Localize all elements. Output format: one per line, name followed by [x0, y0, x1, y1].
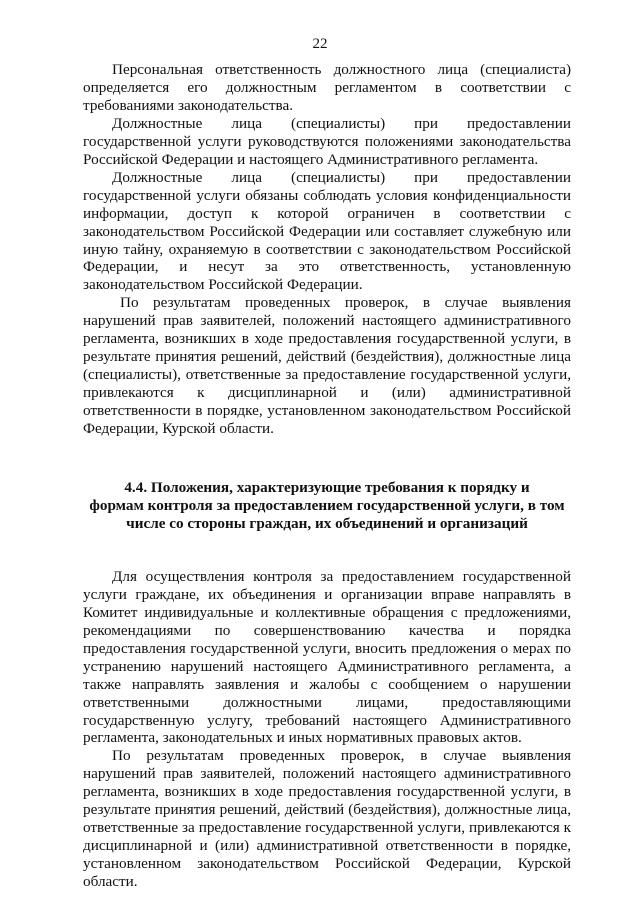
paragraph [83, 294, 571, 438]
paragraph-line: ответственности в порядке, установленном законодательством Российской [83, 402, 571, 420]
paragraph-line: рекомендациями по совершенствованию качества и порядка [83, 621, 571, 639]
paragraph-line: дисциплинарной и (или) административной ответственности в порядке, [83, 837, 571, 855]
paragraph-line: Должностные лица (специалисты) при предоставлении [112, 168, 571, 186]
paragraph-line: информации, доступ к которой ограничен в соответствии с [83, 204, 571, 222]
paragraph-line: государственной услуги обязаны соблюдать условия конфиденциальности [83, 186, 571, 204]
paragraph [83, 568, 571, 748]
paragraph-line: регламента, законодательных и иных нормативных правовых актов. [83, 729, 522, 747]
heading-line: формам контроля за предоставлением государственной услуги, в том [89, 496, 565, 514]
paragraph-line: иную тайну, охраняемую в соответствии с законодательством Российской [83, 240, 571, 258]
paragraph-line: также направлять заявления и жалобы с сообщением о нарушении [83, 675, 571, 693]
document-body [83, 61, 571, 891]
paragraph-line: государственной услуги руководствуются положениями законодательства [83, 132, 571, 150]
paragraph-line: области. [83, 873, 138, 891]
paragraph-line: нарушений прав заявителей, положений настоящего административного [83, 312, 571, 330]
section-heading [83, 479, 571, 533]
paragraph-line: Российской Федерации и настоящего Административного регламента. [83, 150, 539, 168]
paragraph-line: (специалисты), ответственные за предоставление государственной услуги, [83, 366, 571, 384]
paragraph-line: определяется его должностным регламентом в соответствии с [83, 78, 571, 96]
paragraph-line: законодательством Российской Федерации. [83, 276, 363, 294]
paragraph-line: регламента, возникших в ходе предоставления государственной услуги, в [83, 330, 571, 348]
paragraph-line: регламента, возникших в ходе предоставления государственной услуги, в [83, 783, 571, 801]
paragraph-line: ответственными должностными лицами, предоставляющими [83, 693, 571, 711]
page-number: 22 [312, 36, 328, 52]
paragraph [83, 115, 571, 169]
paragraph-line: Для осуществления контроля за предоставлением государственной [112, 567, 571, 585]
paragraph-line: привлекаются к дисциплинарной и (или) административной [83, 384, 571, 402]
paragraph-line: ответственные за предоставление государственной услуги, привлекаются к [83, 819, 571, 837]
paragraph [83, 747, 571, 891]
section-public-control [83, 568, 571, 891]
paragraph-line: Комитет индивидуальные и коллективные обращения с предложениями, [83, 603, 571, 621]
paragraph-line: требованиями законодательства. [83, 96, 294, 114]
paragraph-line: устранению нарушений настоящего Административного регламента, а [83, 657, 571, 675]
paragraph-line: законодательством Российской Федерации или составляет служебную или [83, 222, 571, 240]
heading-line: числе со стороны граждан, их объединений и организаций [126, 514, 528, 532]
paragraph-line: Должностные лица (специалисты) при предоставлении [112, 114, 571, 132]
paragraph-line: установленном законодательством Российской Федерации, Курской [83, 855, 571, 873]
paragraph-line: результате принятия решений, действий (бездействия), должностные лица [83, 348, 571, 366]
paragraph-line: результате принятия решений, действий (бездействия), должностные лица, [83, 801, 571, 819]
paragraph-line: услуги граждане, их объединения и организации вправе направлять в [83, 585, 571, 603]
paragraph-line: нарушений прав заявителей, положений настоящего административного [83, 765, 571, 783]
heading-line: 4.4. Положения, характеризующие требования к порядку и [124, 479, 530, 497]
paragraph-line: Федерации, и несут за это ответственность, установленную [83, 258, 571, 276]
paragraph [83, 61, 571, 115]
paragraph-line: По результатам проведенных проверок, в случае выявления [112, 747, 571, 765]
section-responsibility [83, 61, 571, 438]
paragraph-line: государственную услугу, требований настоящего Административного [83, 711, 571, 729]
paragraph-line: предоставления государственной услуги, вносить предложения о мерах по [83, 639, 571, 657]
paragraph-line: Федерации, Курской области. [83, 420, 274, 438]
paragraph-line: По результатам проведенных проверок, в случае выявления [120, 294, 571, 312]
paragraph [83, 169, 571, 295]
paragraph-line: Персональная ответственность должностного лица (специалиста) [112, 61, 571, 78]
